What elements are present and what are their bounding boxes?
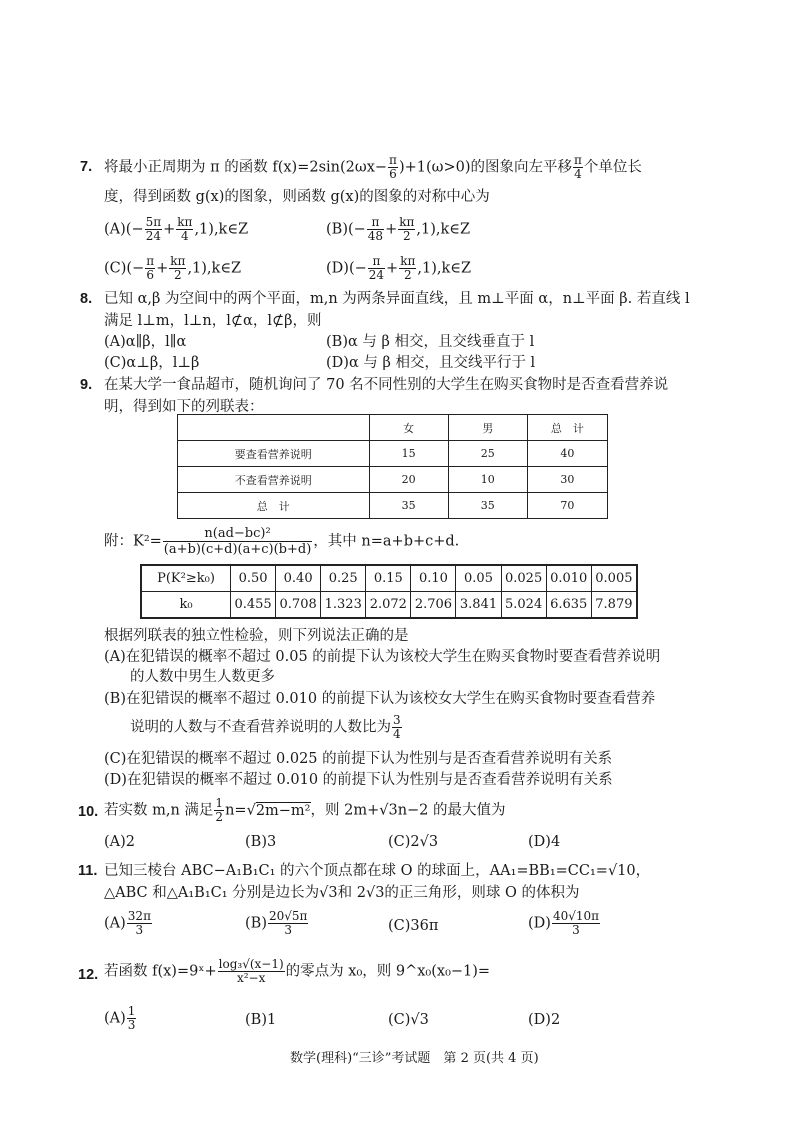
- chi-square-formula: 附：K²= $\frac{\text{n(ad−bc)²}}{(a+b)(c+d)(a+c)(b+d)}$ ，其中 n=a+b+c+d.: [104, 526, 460, 557]
- table-cell: 3.841: [456, 592, 501, 619]
- table-row: [178, 467, 608, 493]
- q9-option-a-line1: (A)在犯错误的概率不超过 0.05 的前提下认为该校大学生在购买食物时要查看营养说明: [104, 649, 661, 665]
- critical-value-table: [140, 564, 638, 619]
- table-cell: 0.15: [366, 565, 411, 592]
- table-cell: 30: [527, 467, 607, 493]
- q9-option-b-line2: 说明的人数与不查看营养说明的人数比为 $\frac{3}{4}$: [130, 713, 401, 741]
- table-cell: 总 计: [178, 493, 370, 519]
- table-row: [178, 441, 608, 467]
- q8-stem-line1: 已知 α,β 为空间中的两个平面，m,n 为两条异面直线，且 m⊥平面 α，n⊥平面 β. 若直线 l: [104, 291, 690, 307]
- q7-stem-line1: 将最小正周期为 π 的函数 f(x)=2sin(2ωx− $\frac{\pi}{6}$ )+1(ω>0)的图象向左平移 $\frac{\pi}{4}$ 个单位长: [104, 153, 642, 181]
- table-cell: 0.25: [321, 565, 366, 592]
- table-cell: 70: [527, 493, 607, 519]
- q10-stem: 若实数 m,n 满足 $\frac{1}{2}$ n=√2m−m²，则 2m+√3n−2 的最大值为: [104, 796, 506, 824]
- q11-option-b: (B) $\frac{20√5\pi}{3}$: [245, 909, 308, 937]
- table-cell: [178, 415, 370, 441]
- q7-option-d: (D)(− $\frac{\pi}{24}$ + $\frac{k\pi}{2}$ ,1),k∈Z: [326, 254, 472, 282]
- table-cell: 总 计: [527, 415, 607, 441]
- q11-number: 11.: [78, 863, 98, 879]
- q11-stem-line1: 已知三棱台 ABC−A₁B₁C₁ 的六个顶点都在球 O 的球面上，AA₁=BB₁=CC₁=√10，: [104, 863, 651, 879]
- contingency-table: [177, 414, 608, 519]
- q10-option-c: (C)2√3: [388, 834, 439, 850]
- q9-option-c: (C)在犯错误的概率不超过 0.025 的前提下认为性别与是否查看营养说明有关系: [104, 751, 613, 767]
- table-cell: P(K²≥k₀): [141, 565, 231, 592]
- table-cell: 0.455: [231, 592, 276, 619]
- q7-option-a: (A)(− $\frac{5\pi}{24}$ + $\frac{k\pi}{4}$ ,1),k∈Z: [104, 215, 249, 243]
- table-cell: 0.50: [231, 565, 276, 592]
- q11-option-d: (D) $\frac{40√10\pi}{3}$: [528, 909, 600, 937]
- q12-option-c: (C)√3: [388, 1012, 429, 1028]
- table-cell: 7.879: [591, 592, 637, 619]
- table-cell: 2.072: [366, 592, 411, 619]
- table-cell: k₀: [141, 592, 231, 619]
- q11-option-a: (A) $\frac{32\pi}{3}$: [104, 909, 151, 937]
- table-cell: 2.706: [411, 592, 456, 619]
- q8-stem-line2: 满足 l⊥m，l⊥n，l⊄α，l⊄β，则: [104, 313, 322, 329]
- table-cell: 0.10: [411, 565, 456, 592]
- page-footer: 数学(理科)“三诊”考试题 第 2 页(共 4 页): [290, 1051, 539, 1066]
- q7-stem-line2: 度，得到函数 g(x)的图象，则函数 g(x)的图象的对称中心为: [104, 189, 490, 205]
- table-cell: 25: [448, 441, 527, 467]
- q7-option-b: (B)(− $\frac{\pi}{48}$ + $\frac{k\pi}{2}$ ,1),k∈Z: [326, 215, 471, 243]
- q12-option-d: (D)2: [528, 1012, 561, 1028]
- q12-stem: 若函数 f(x)=9ˣ+ $\frac{\text{log₃√(x−1)}}{\text{x²−x}}$ 的零点为 x₀，则 9^x₀(x₀−1)=: [104, 957, 491, 985]
- q8-option-d: (D)α 与 β 相交，且交线平行于 l: [326, 355, 536, 371]
- q10-number: 10.: [78, 804, 99, 820]
- table-cell: 35: [448, 493, 527, 519]
- table-cell: 5.024: [501, 592, 546, 619]
- q8-option-b: (B)α 与 β 相交，且交线垂直于 l: [326, 334, 535, 350]
- table-cell: 0.005: [591, 565, 637, 592]
- q10-option-b: (B)3: [245, 834, 277, 850]
- table-row: [141, 592, 637, 619]
- q9-option-b-line1: (B)在犯错误的概率不超过 0.010 的前提下认为该校女大学生在购买食物时要查看营养: [104, 691, 656, 707]
- q12-option-b: (B)1: [245, 1012, 277, 1028]
- table-cell: 男: [448, 415, 527, 441]
- table-cell: 1.323: [321, 592, 366, 619]
- table-cell: 0.025: [501, 565, 546, 592]
- table-cell: 15: [369, 441, 448, 467]
- q7-option-c: (C)(− $\frac{\pi}{6}$ + $\frac{k\pi}{2}$ ,1),k∈Z: [104, 254, 242, 282]
- table-cell: 0.010: [546, 565, 591, 592]
- q12-option-a: (A) $\frac{1}{3}$: [104, 1004, 136, 1032]
- q10-option-d: (D)4: [528, 834, 561, 850]
- table-cell: 20: [369, 467, 448, 493]
- q9-option-d: (D)在犯错误的概率不超过 0.010 的前提下认为性别与是否查看营养说明有关系: [104, 772, 613, 788]
- table-cell: 0.40: [276, 565, 321, 592]
- q11-option-c: (C)36π: [388, 918, 439, 934]
- q8-number: 8.: [80, 291, 93, 307]
- q9-stem-line2: 明，得到如下的列联表：: [104, 399, 264, 415]
- q11-stem-line2: △ABC 和△A₁B₁C₁ 分别是边长为√3和 2√3的正三角形，则球 O 的体积为: [104, 885, 580, 901]
- table-cell: 要查看营养说明: [178, 441, 370, 467]
- q9-option-a-line2: 的人数中男生人数更多: [130, 669, 275, 685]
- table-cell: 10: [448, 467, 527, 493]
- table-header-row: [178, 415, 608, 441]
- q7-number: 7.: [80, 159, 93, 175]
- q8-option-a: (A)α∥β，l∥α: [104, 334, 187, 350]
- q9-number: 9.: [80, 377, 93, 393]
- table-cell: 40: [527, 441, 607, 467]
- q8-option-c: (C)α⊥β，l⊥β: [104, 355, 200, 371]
- table-row: [178, 493, 608, 519]
- table-cell: 0.05: [456, 565, 501, 592]
- table-row: [141, 565, 637, 592]
- table-cell: 35: [369, 493, 448, 519]
- table-cell: 女: [369, 415, 448, 441]
- q9-stem-line1: 在某大学一食品超市，随机询问了 70 名不同性别的大学生在购买食物时是否查看营养说: [104, 377, 669, 393]
- table-cell: 不查看营养说明: [178, 467, 370, 493]
- q12-number: 12.: [78, 967, 99, 983]
- table-cell: 0.708: [276, 592, 321, 619]
- q10-option-a: (A)2: [104, 834, 136, 850]
- q9-question-stem: 根据列联表的独立性检验，则下列说法正确的是: [104, 628, 409, 644]
- table-cell: 6.635: [546, 592, 591, 619]
